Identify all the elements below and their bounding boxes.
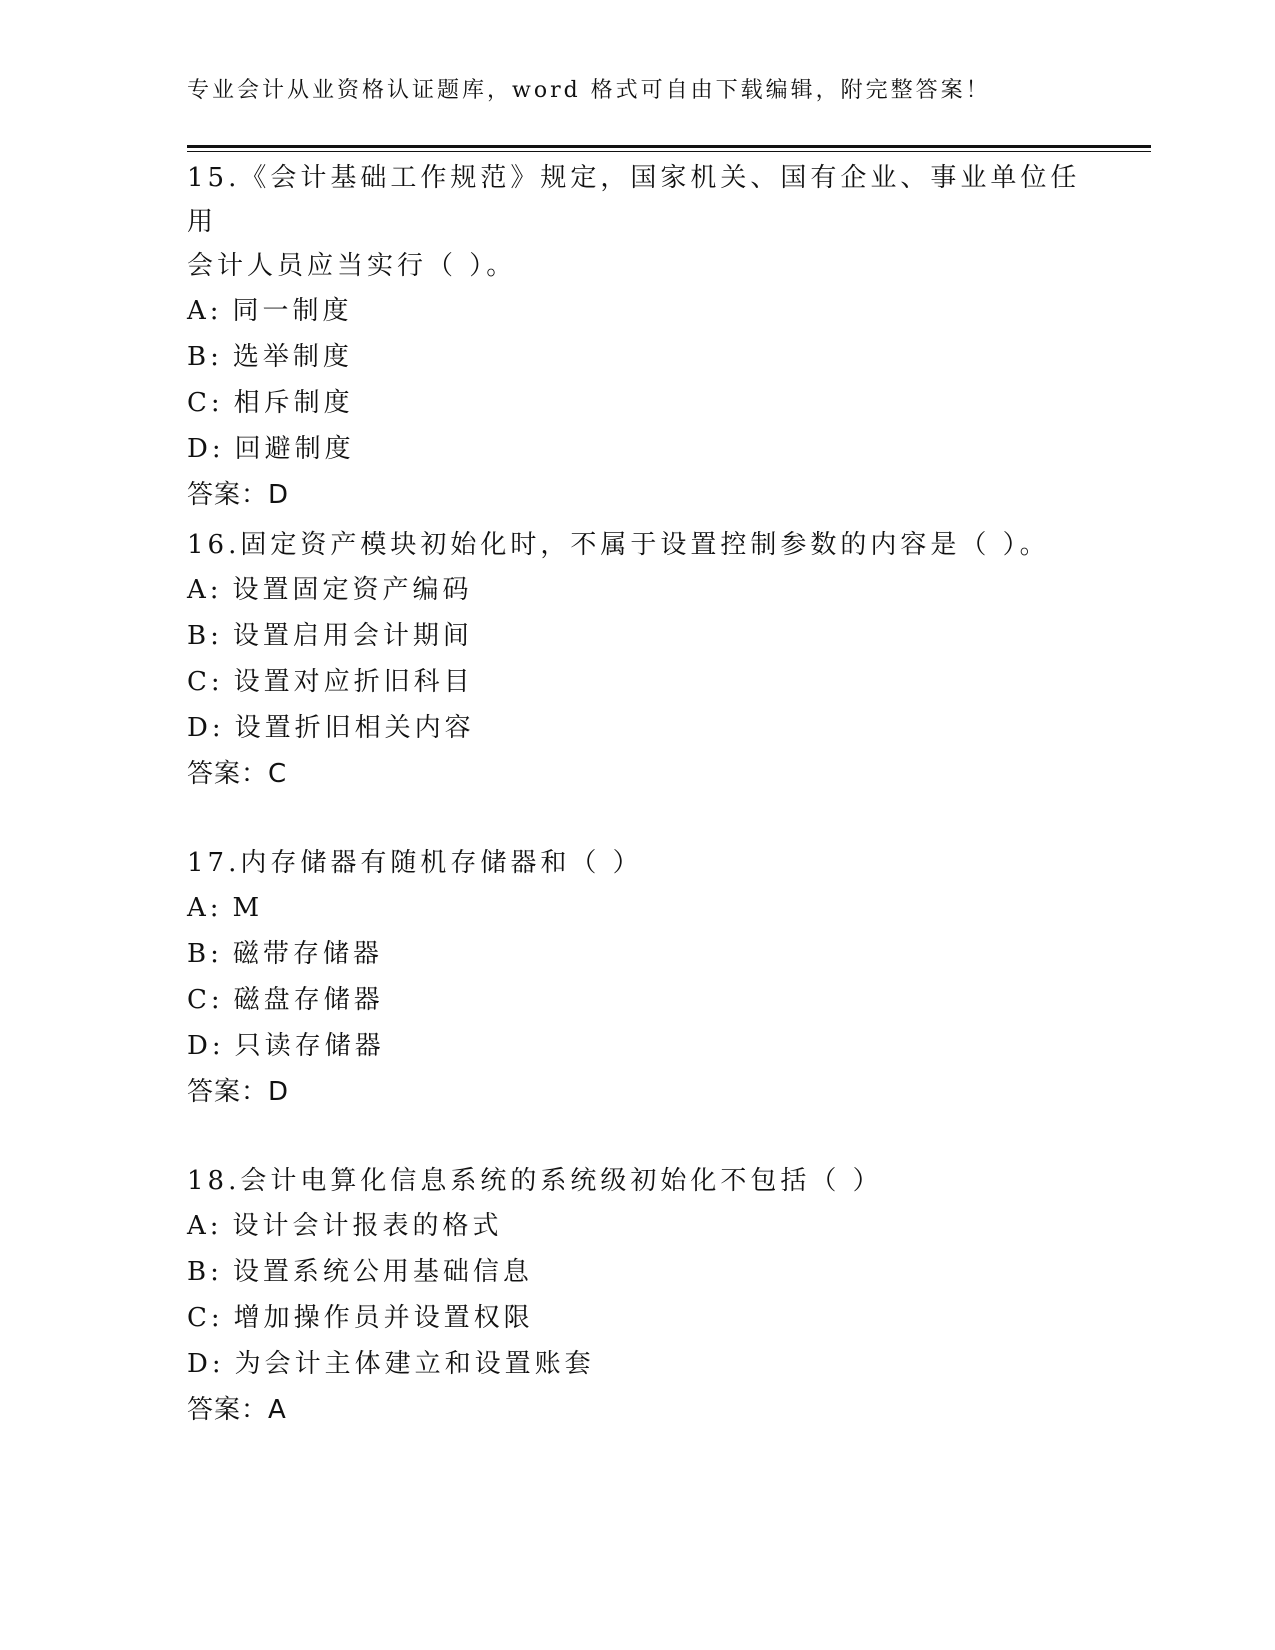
option-text: 设置对应折旧科目 <box>233 667 474 697</box>
option-a <box>187 288 1087 334</box>
option-letter: D: <box>187 434 225 464</box>
option-letter: B: <box>187 621 223 651</box>
answer: 答案：C <box>187 759 288 789</box>
question-17 <box>187 841 1087 1115</box>
question-16 <box>187 523 1087 797</box>
option-text: 磁盘存储器 <box>233 985 384 1015</box>
option-a <box>187 1203 1087 1249</box>
option-letter: A: <box>187 575 223 605</box>
option-b <box>187 931 1087 977</box>
option-letter: D: <box>187 713 225 743</box>
question-stem: 16.固定资产模块初始化时，不属于设置控制参数的内容是（ ）。 <box>187 530 1050 560</box>
option-c <box>187 977 1087 1023</box>
option-text: 为会计主体建立和设置账套 <box>234 1349 595 1379</box>
option-letter: B: <box>187 1257 223 1287</box>
option-text: 磁带存储器 <box>232 939 383 969</box>
option-c <box>187 380 1087 426</box>
question-stem-continued: 会计人员应当实行（ ）。 <box>187 251 517 281</box>
option-text: 设置固定资产编码 <box>232 575 473 605</box>
option-text: 设置折旧相关内容 <box>234 713 475 743</box>
option-d <box>187 1341 1087 1387</box>
page-header: 专业会计从业资格认证题库，word 格式可自由下载编辑，附完整答案！ <box>187 78 991 103</box>
option-text: 选举制度 <box>232 342 353 372</box>
option-d <box>187 426 1087 472</box>
option-letter: C: <box>187 388 224 418</box>
option-letter: B: <box>187 342 223 372</box>
option-letter: C: <box>187 985 224 1015</box>
option-b <box>187 334 1087 380</box>
option-b <box>187 613 1087 659</box>
option-text: 只读存储器 <box>234 1031 385 1061</box>
option-letter: A: <box>187 893 223 923</box>
answer: 答案：D <box>187 1077 290 1107</box>
answer: 答案：D <box>187 480 290 510</box>
option-d <box>187 705 1087 751</box>
option-text: M <box>232 893 264 923</box>
option-letter: A: <box>187 1211 223 1241</box>
option-d <box>187 1023 1087 1069</box>
header-rule-thick <box>187 145 1151 148</box>
option-c <box>187 1295 1087 1341</box>
option-text: 相斥制度 <box>233 388 354 418</box>
question-stem: 18.会计电算化信息系统的系统级初始化不包括（ ） <box>187 1166 883 1196</box>
option-text: 增加操作员并设置权限 <box>233 1303 534 1333</box>
option-c <box>187 659 1087 705</box>
option-letter: D: <box>187 1031 225 1061</box>
option-letter: A: <box>187 296 223 326</box>
question-stem: 17.内存储器有随机存储器和（ ） <box>187 848 643 878</box>
question-18 <box>187 1159 1087 1433</box>
option-text: 同一制度 <box>232 296 353 326</box>
option-text: 设计会计报表的格式 <box>232 1211 503 1241</box>
option-a <box>187 567 1087 613</box>
option-letter: C: <box>187 1303 224 1333</box>
option-letter: D: <box>187 1349 225 1379</box>
option-b <box>187 1249 1087 1295</box>
option-a <box>187 885 1087 931</box>
option-text: 设置启用会计期间 <box>232 621 473 651</box>
option-text: 设置系统公用基础信息 <box>232 1257 533 1287</box>
answer: 答案：A <box>187 1395 287 1425</box>
question-stem: 15.《会计基础工作规范》规定，国家机关、国有企业、事业单位任用 <box>187 163 1081 237</box>
option-text: 回避制度 <box>234 434 355 464</box>
option-letter: B: <box>187 939 223 969</box>
header-rule-thin <box>187 151 1151 152</box>
question-15 <box>187 156 1087 518</box>
option-letter: C: <box>187 667 224 697</box>
